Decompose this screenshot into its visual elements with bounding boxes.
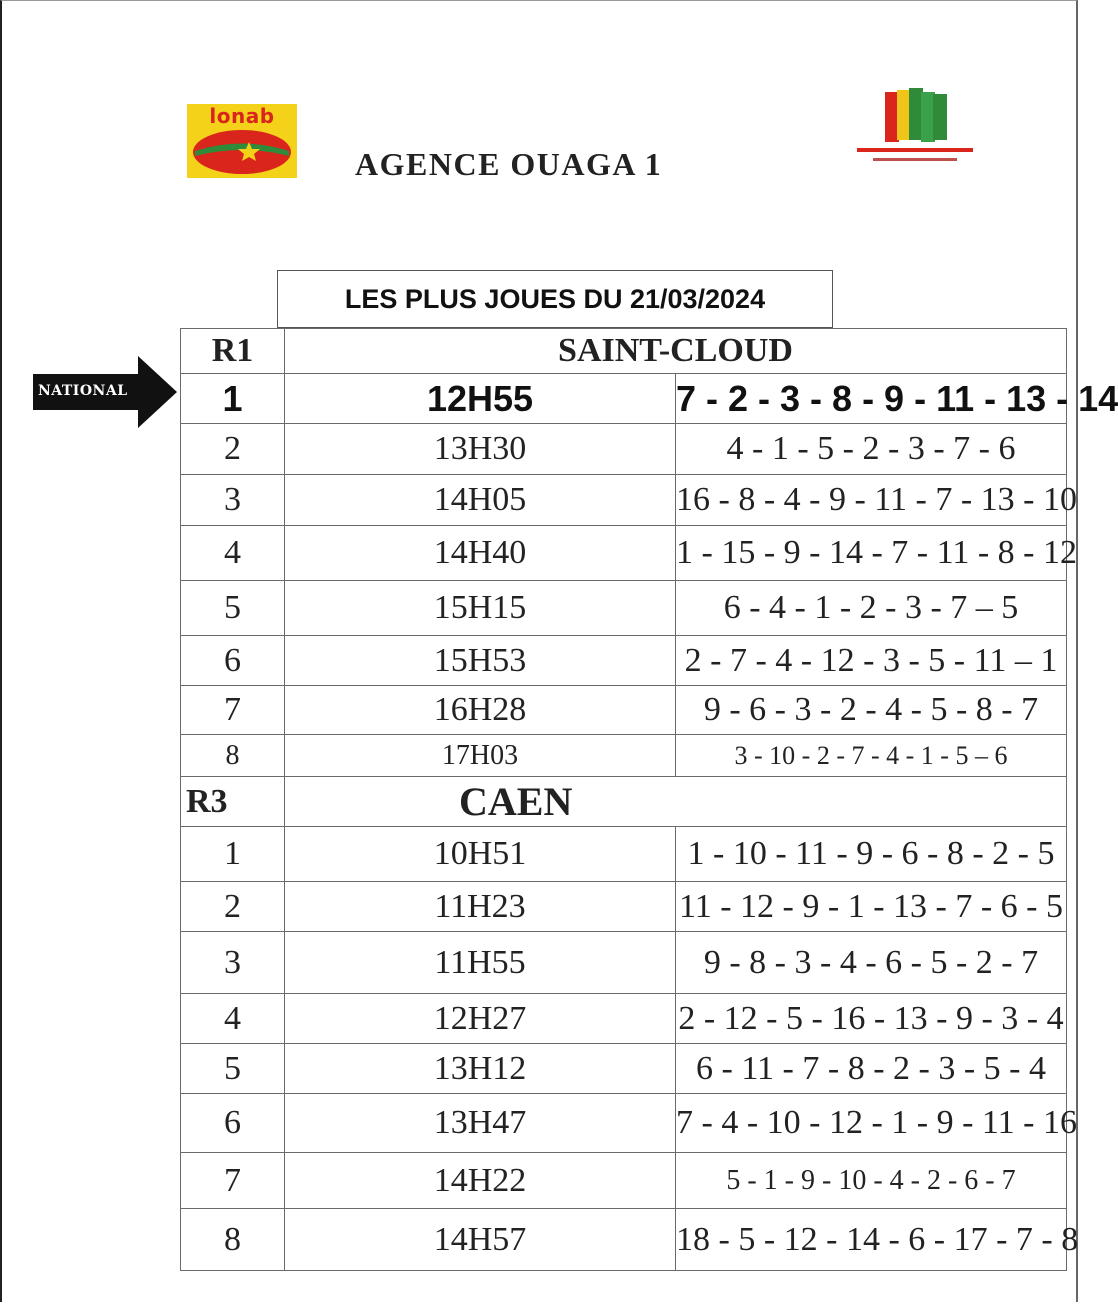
race-combination: 2 - 12 - 5 - 16 - 13 - 9 - 3 - 4 — [676, 994, 1067, 1044]
race-row — [181, 581, 1067, 636]
meeting-header-row — [181, 777, 1067, 827]
race-combination: 9 - 6 - 3 - 2 - 4 - 5 - 8 - 7 — [676, 686, 1067, 735]
race-time: 12H55 — [285, 374, 676, 424]
race-number: 6 — [181, 1094, 285, 1153]
venue-name: CAEN — [285, 777, 1067, 827]
agency-title: AGENCE OUAGA 1 — [355, 146, 663, 182]
race-time: 14H05 — [285, 475, 676, 526]
race-row — [181, 1153, 1067, 1209]
race-number: 4 — [181, 526, 285, 581]
race-combination: 6 - 4 - 1 - 2 - 3 - 7 – 5 — [676, 581, 1067, 636]
race-number: 2 — [181, 882, 285, 932]
race-row — [181, 882, 1067, 932]
race-number: 8 — [181, 735, 285, 777]
lonab-emblem-icon — [187, 104, 297, 178]
race-time: 10H51 — [285, 827, 676, 882]
race-combination: 1 - 10 - 11 - 9 - 6 - 8 - 2 - 5 — [676, 827, 1067, 882]
lonab-logo — [187, 104, 297, 178]
race-number: 4 — [181, 994, 285, 1044]
race-combination: 7 - 4 - 10 - 12 - 1 - 9 - 11 - 16 — [676, 1094, 1067, 1153]
race-time: 14H57 — [285, 1209, 676, 1271]
race-combination: 11 - 12 - 9 - 1 - 13 - 7 - 6 - 5 — [676, 882, 1067, 932]
race-time: 14H22 — [285, 1153, 676, 1209]
race-time: 11H23 — [285, 882, 676, 932]
race-row — [181, 827, 1067, 882]
race-number: 3 — [181, 932, 285, 994]
race-time: 13H47 — [285, 1094, 676, 1153]
reunion-label: R3 — [181, 777, 285, 827]
race-row — [181, 994, 1067, 1044]
race-number: 8 — [181, 1209, 285, 1271]
race-number: 5 — [181, 1044, 285, 1094]
race-row — [181, 374, 1067, 424]
race-combination: 5 - 1 - 9 - 10 - 4 - 2 - 6 - 7 — [676, 1153, 1067, 1209]
race-time: 11H55 — [285, 932, 676, 994]
race-combination: 2 - 7 - 4 - 12 - 3 - 5 - 11 – 1 — [676, 636, 1067, 686]
race-combination: 1 - 15 - 9 - 14 - 7 - 11 - 8 - 12 — [676, 526, 1067, 581]
race-row — [181, 526, 1067, 581]
race-combination: 3 - 10 - 2 - 7 - 4 - 1 - 5 – 6 — [676, 735, 1067, 777]
reunion-label: R1 — [181, 329, 285, 374]
race-time: 14H40 — [285, 526, 676, 581]
race-number: 2 — [181, 424, 285, 475]
page-title: LES PLUS JOUES DU 21/03/2024 — [277, 270, 833, 328]
race-combination: 6 - 11 - 7 - 8 - 2 - 3 - 5 - 4 — [676, 1044, 1067, 1094]
race-number: 7 — [181, 686, 285, 735]
race-combination: 9 - 8 - 3 - 4 - 6 - 5 - 2 - 7 — [676, 932, 1067, 994]
race-time: 15H53 — [285, 636, 676, 686]
venue-name: SAINT-CLOUD — [285, 329, 1067, 374]
meeting-header-row — [181, 329, 1067, 374]
race-number: 5 — [181, 581, 285, 636]
race-number: 1 — [181, 374, 285, 424]
race-row — [181, 424, 1067, 475]
race-row — [181, 475, 1067, 526]
race-row — [181, 1209, 1067, 1271]
race-combination: 4 - 1 - 5 - 2 - 3 - 7 - 6 — [676, 424, 1067, 475]
partner-logo-icon — [853, 86, 977, 170]
race-time: 12H27 — [285, 994, 676, 1044]
race-number: 1 — [181, 827, 285, 882]
national-label: NATIONAL — [38, 383, 128, 399]
race-row — [181, 1094, 1067, 1153]
race-row — [181, 932, 1067, 994]
race-time: 17H03 — [285, 735, 676, 777]
race-combination: 7 - 2 - 3 - 8 - 9 - 11 - 13 - 14 — [676, 374, 1067, 424]
race-time: 16H28 — [285, 686, 676, 735]
race-row — [181, 636, 1067, 686]
results-table — [180, 328, 1118, 1271]
race-row — [181, 686, 1067, 735]
race-time: 13H12 — [285, 1044, 676, 1094]
race-time: 15H15 — [285, 581, 676, 636]
race-row — [181, 1044, 1067, 1094]
lonab-logo-text: lonab — [209, 104, 275, 128]
race-combination: 18 - 5 - 12 - 14 - 6 - 17 - 7 - 8 — [676, 1209, 1067, 1271]
race-number: 6 — [181, 636, 285, 686]
race-number: 7 — [181, 1153, 285, 1209]
race-number: 3 — [181, 475, 285, 526]
race-row — [181, 735, 1067, 777]
race-combination: 16 - 8 - 4 - 9 - 11 - 7 - 13 - 10 — [676, 475, 1067, 526]
race-time: 13H30 — [285, 424, 676, 475]
